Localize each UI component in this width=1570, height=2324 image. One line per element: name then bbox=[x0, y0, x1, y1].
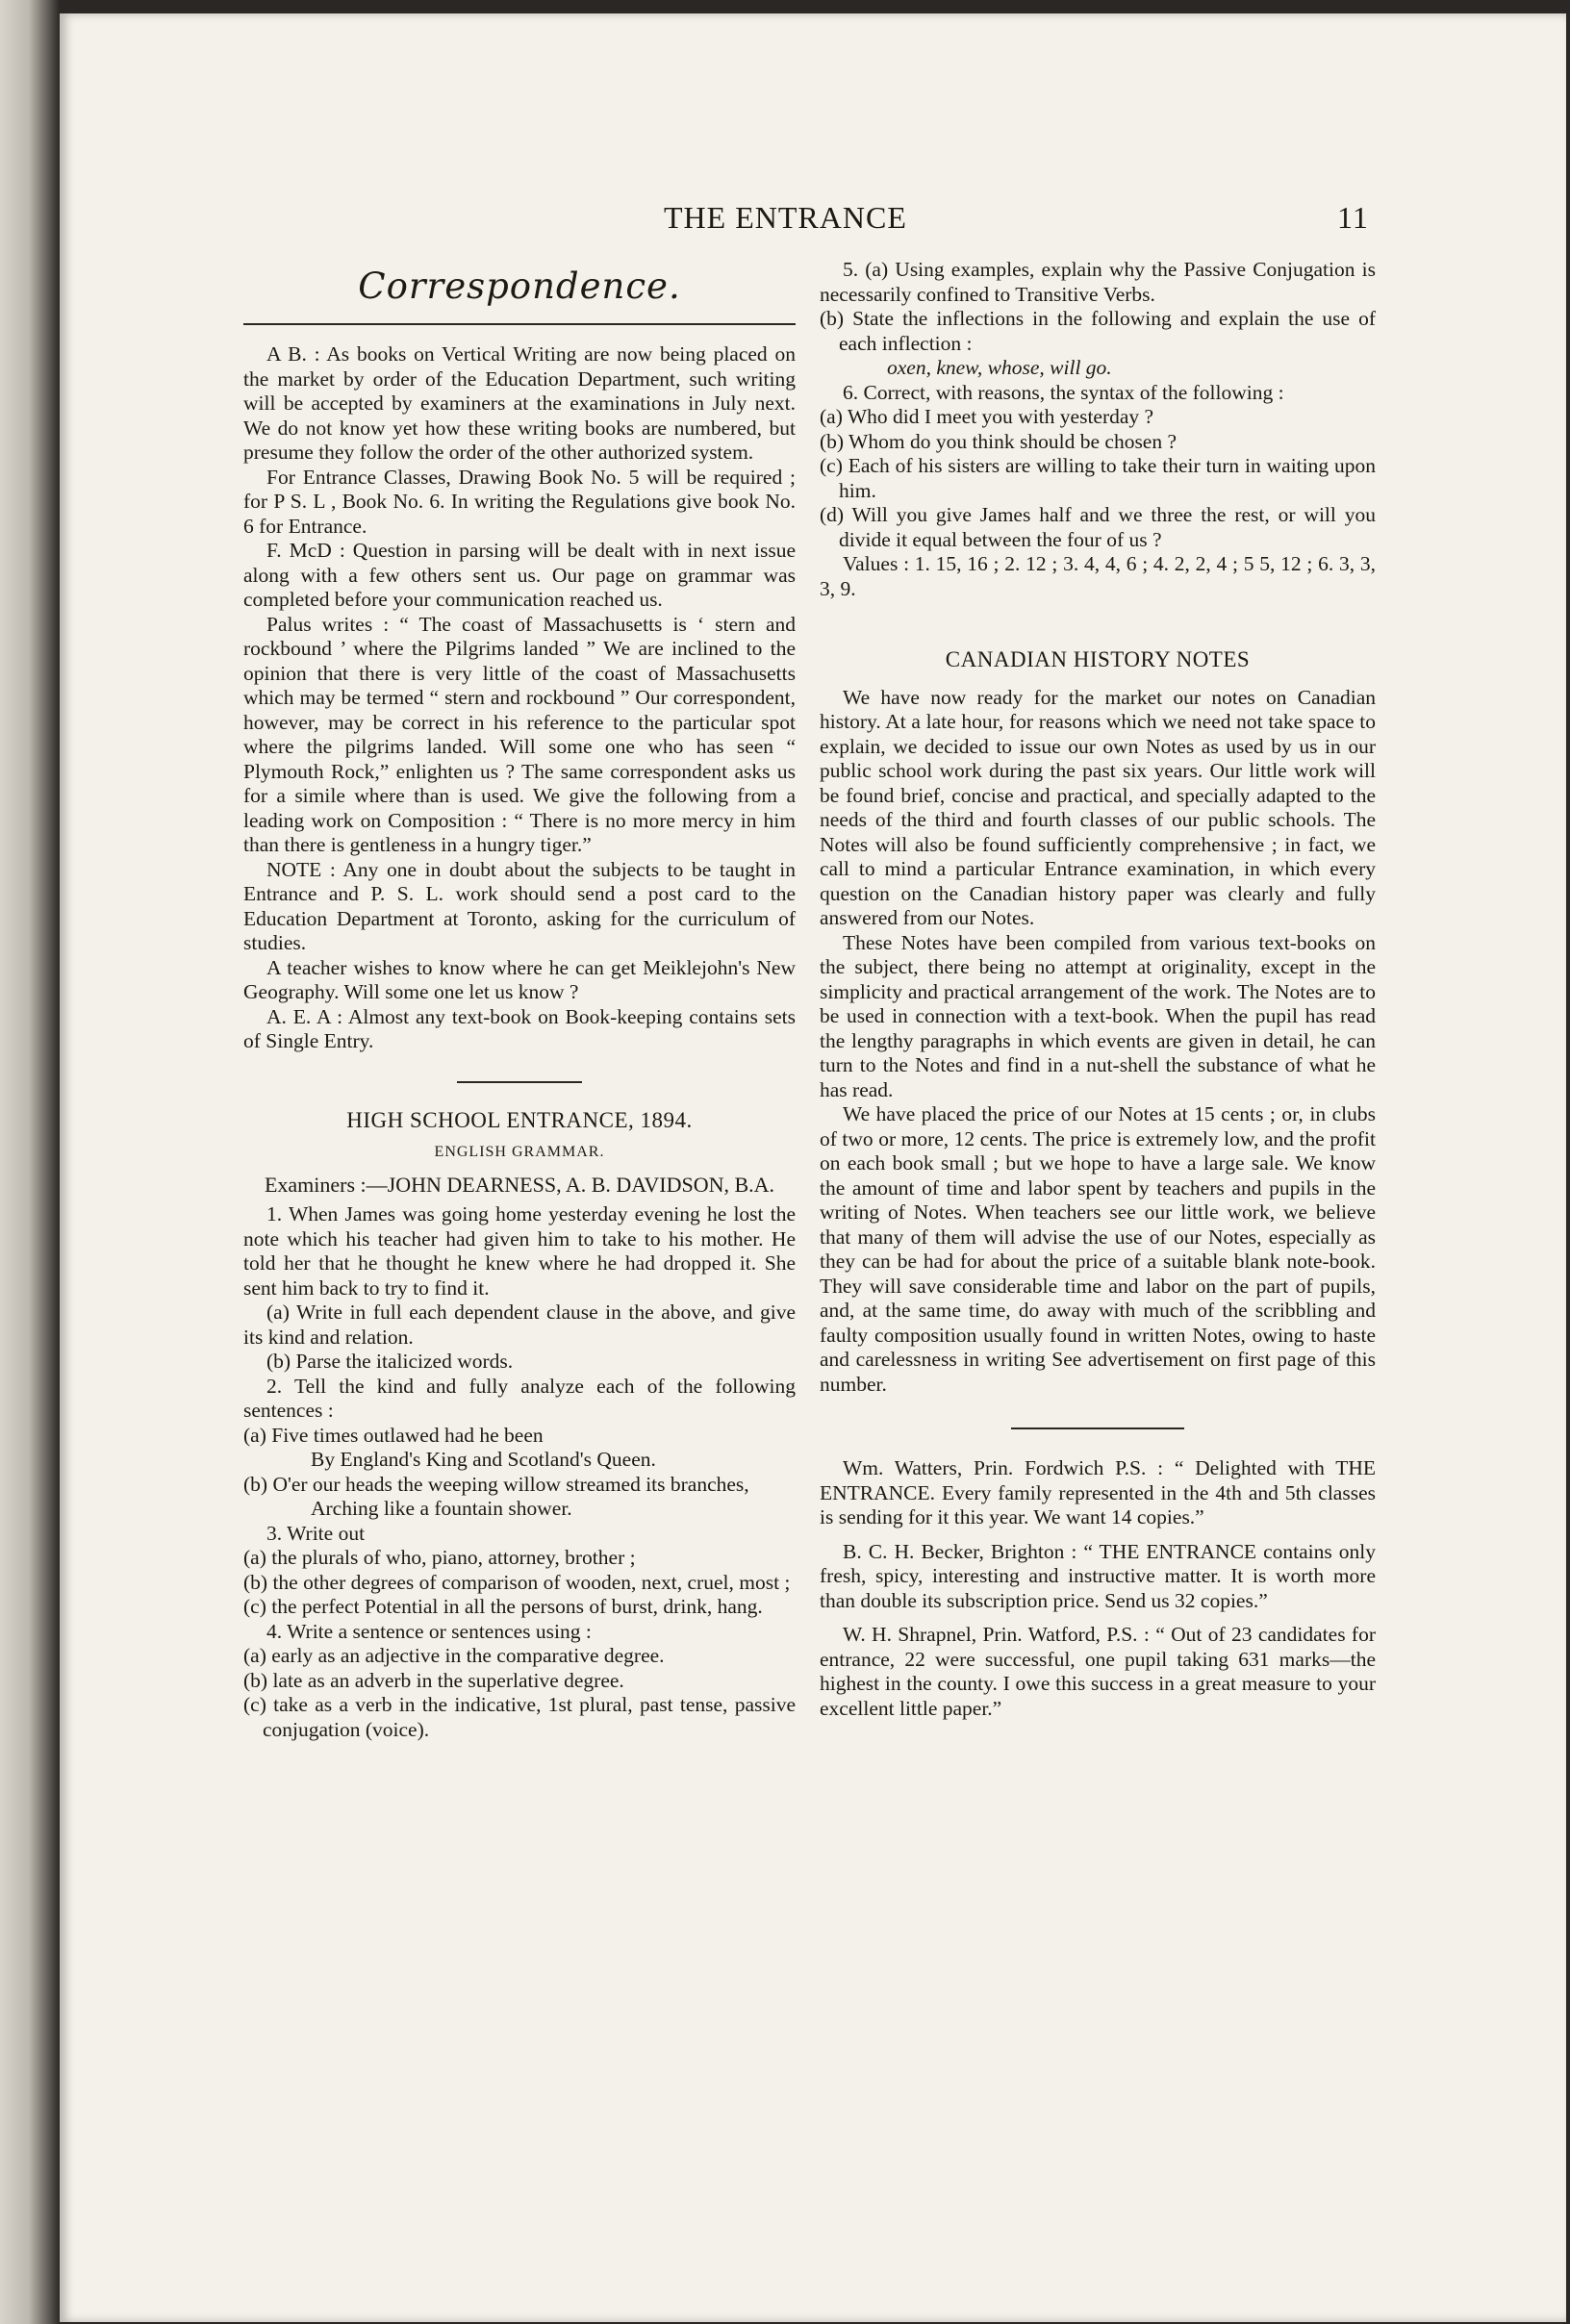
examiners: Examiners :—JOHN DEARNESS, A. B. DAVIDSON, B.A. bbox=[264, 1172, 775, 1197]
paragraph: Palus writes : “ The coast of Massachusetts is ‘ stern and rockbound ’ where the Pilgrims landed ” We are inclined to the opinion that there is very little of the coast of Massachusetts which may be termed “ stern and rockbound ” Our correspondent, however, may be correct in his reference to the particular spot where the pilgrims landed. Will some one who has seen “ Plymouth Rock,” enlighten us ? The same correspondent asks us for a simile where than is used. We give the following from a leading work on Composition : “ There is no more mercy in him than there is gentleness in a hungry tiger.” bbox=[243, 612, 796, 856]
heading-rule bbox=[243, 323, 796, 325]
testimonial: Wm. Watters, Prin. Fordwich P.S. : “ Delighted with THE ENTRANCE. Every family represented in the 4th and 5th classes is sending for it this year. We want 14 copies.” bbox=[820, 1456, 1376, 1528]
question-4b: (b) late as an adverb in the superlative degree. bbox=[243, 1668, 624, 1692]
question-1a: (a) Write in full each dependent clause in the above, and give its kind and relation. bbox=[243, 1301, 796, 1349]
question-2b-line1: (b) O'er our heads the weeping willow streamed its branches, bbox=[243, 1472, 749, 1496]
history-title: CANADIAN HISTORY NOTES bbox=[945, 647, 1251, 671]
testimonial: B. C. H. Becker, Brighton : “ THE ENTRANCE contains only fresh, spicy, interesting and instructive matter. It is worth more than double its subscription price. Send us 32 copies.” bbox=[820, 1539, 1376, 1612]
paragraph: A teacher wishes to know where he can get Meiklejohn's New Geography. Will some one let us know ? bbox=[243, 955, 796, 1003]
testimonial: W. H. Shrapnel, Prin. Watford, P.S. : “ Out of 23 candidates for entrance, 22 were successful, one pupil taking 631 marks—the highest in the county. I owe this success in a great measure to your excellent little paper.” bbox=[820, 1623, 1376, 1720]
question-5b: (b) State the inflections in the following and explain the use of each inflection : bbox=[820, 307, 1376, 355]
question-1b: (b) Parse the italicized words. bbox=[266, 1350, 514, 1373]
question-6c: (c) Each of his sisters are willing to take their turn in waiting upon him. bbox=[820, 454, 1376, 502]
history-paragraph: We have now ready for the market our notes on Canadian history. At a late hour, for reasons which we need not take space to explain, we decided to issue our own Notes as used by us in our public school work during the past six years. Our little work will be found brief, concise and practical, and specially adapted to the needs of the third and fourth classes of our public schools. The Notes will also be found sufficiently comprehensive ; in fact, we call to mind a particular Entrance examination, in which every question on the Canadian history paper was clearly and fully answered from our Notes. bbox=[820, 685, 1376, 929]
paragraph: NOTE : Any one in doubt about the subjects to be taught in Entrance and P. S. L. work should send a post card to the Education Department at Toronto, asking for the curriculum of studies. bbox=[243, 857, 796, 954]
book-spine bbox=[0, 0, 60, 2324]
question-3: 3. Write out bbox=[266, 1521, 366, 1545]
paragraph: For Entrance Classes, Drawing Book No. 5 will be required ; for P S. L , Book No. 6. In writing the Regulations give book No. 6 for Entrance. bbox=[243, 465, 796, 538]
page-number: 11 bbox=[1337, 200, 1369, 235]
section-divider bbox=[457, 1081, 582, 1083]
question-5b-words: oxen, knew, whose, will go. bbox=[887, 356, 1112, 379]
values-line: Values : 1. 15, 16 ; 2. 12 ; 3. 4, 4, 6 ; 4. 2, 2, 4 ; 5 5, 12 ; 6. 3, 3, 3, 9. bbox=[820, 552, 1376, 600]
question-2a-line2: By England's King and Scotland's Queen. bbox=[311, 1448, 656, 1471]
running-title: THE ENTRANCE bbox=[664, 200, 907, 235]
question-6d: (d) Will you give James half and we three the rest, or will you divide it equal between the four of us ? bbox=[820, 503, 1376, 551]
history-paragraph: These Notes have been compiled from various text-books on the subject, there being no attempt at originality, except in the simplicity and practical arrangement of the work. The Notes are to be used in connection with a text-book. When the pupil has read the lengthy paragraphs in which events are given in detail, he can turn to the Notes and find in a nut-shell the substance of what he has read. bbox=[820, 930, 1376, 1101]
question-6a: (a) Who did I meet you with yesterday ? bbox=[820, 405, 1154, 428]
right-column bbox=[820, 258, 1376, 1721]
question-4a: (a) early as an adjective in the comparative degree. bbox=[243, 1644, 665, 1667]
question-2a-line1: (a) Five times outlawed had he been bbox=[243, 1423, 544, 1447]
question-2b-line2: Arching like a fountain shower. bbox=[311, 1497, 572, 1520]
question-5a: 5. (a) Using examples, explain why the Passive Conjugation is necessarily confined to Transitive Verbs. bbox=[820, 258, 1376, 306]
correspondence-heading: Correspondence. bbox=[358, 265, 681, 307]
paragraph: A. E. A : Almost any text-book on Book-keeping contains sets of Single Entry. bbox=[243, 1004, 796, 1052]
question-6: 6. Correct, with reasons, the syntax of the following : bbox=[843, 380, 1284, 404]
exam-title: HIGH SCHOOL ENTRANCE, 1894. bbox=[346, 1107, 693, 1132]
question-4: 4. Write a sentence or sentences using : bbox=[266, 1619, 592, 1643]
question-3c: (c) the perfect Potential in all the persons of burst, drink, hang. bbox=[243, 1595, 763, 1618]
paragraph: A B. : As books on Vertical Writing are now being placed on the market by order of the Education Department, such writing will be accepted by examiners at the examinations in July next. We do not know yet how these writing books are numbered, but presume they follow the order of the other authorized system. bbox=[243, 342, 796, 464]
question-2: 2. Tell the kind and fully analyze each of the following sentences : bbox=[243, 1374, 796, 1422]
paragraph: F. McD : Question in parsing will be dealt with in next issue along with a few others sent us. Our page on grammar was completed before your communication reached us. bbox=[243, 539, 796, 611]
section-divider bbox=[1011, 1427, 1184, 1429]
history-paragraph: We have placed the price of our Notes at 15 cents ; or, in clubs of two or more, 12 cents. The price is extremely low, and the profit on each book small ; but we hope to have a large sale. We know the amount of time and labor spent by teachers and pupils in the writing of Notes. When teachers see our little work, we believe that many of them will advise the use of our Notes, especially as they can be had for about the price of a suitable blank note-book. They will save considerable time and labor on the part of pupils, and, at the same time, do away with much of the scribbling and faulty composition usually found in written Notes, owing to haste and carelessness in writing See advertisement on first page of this number. bbox=[820, 1102, 1376, 1396]
left-column bbox=[243, 258, 796, 1742]
question-3a: (a) the plurals of who, piano, attorney, brother ; bbox=[243, 1546, 636, 1569]
question-1: 1. When James was going home yesterday evening he lost the note which his teacher had given him to take to his mother. He told her that he thought he knew where he had dropped it. She sent him back to try to find it. bbox=[243, 1202, 796, 1300]
question-3b: (b) the other degrees of comparison of wooden, next, cruel, most ; bbox=[243, 1570, 791, 1594]
exam-subject: ENGLISH GRAMMAR. bbox=[434, 1144, 605, 1160]
question-4c: (c) take as a verb in the indicative, 1st plural, past tense, passive conjugation (voice). bbox=[243, 1693, 796, 1741]
question-6b: (b) Whom do you think should be chosen ? bbox=[820, 429, 1178, 453]
